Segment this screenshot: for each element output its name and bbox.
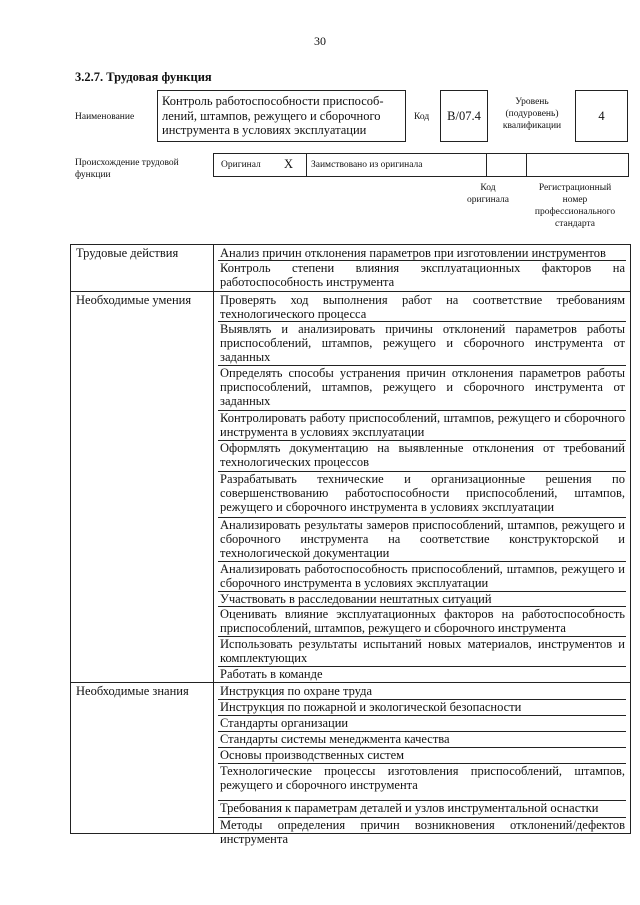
list-item: Анализ причин отклонения параметров при изготовлении инструментов [220,246,606,260]
main-table [70,244,631,846]
list-item: Оценивать влияние эксплуатационных факторов на работоспособность приспособлений, штампов, режущего и сборочного инструмента [220,607,625,635]
list-item: Методы определения причин возникновения отклонений/дефектов инструмента [220,818,625,846]
content-column [218,245,626,846]
list-item: Требования к параметрам деталей и узлов инструментальной оснастки [220,801,599,815]
list-item: Технологические процессы изготовления приспособлений, штампов, режущего и сборочного инструмента [220,764,625,792]
level-label: Уровень (подуровень) квалификации [502,97,562,131]
list-item: Инструкция по пожарной и экологической безопасности [220,700,522,714]
list-item: Проверять ход выполнения работ на соответствие требованиям технологического процесса [220,293,625,321]
list-item: Контроль степени влияния эксплуатационных факторов на работоспособность инструмента [220,261,625,289]
code-label: Код [414,112,430,122]
borrowed-label: Заимствовано из оригинала [311,160,423,170]
name-label: Наименование [75,112,135,122]
list-item: Инструкция по охране труда [220,684,373,698]
list-item: Работать в команде [220,667,323,681]
list-item: Разрабатывать технические и организационные решения по совершенствованию работоспособности приспособлений, штампов, режущего и сборочного инструмента в условиях эксплуатации [220,472,625,514]
list-item: Определять способы устранения причин отклонения параметров работы приспособлений, штампов, режущего и сборочного инструмента от заданных [220,366,625,408]
page-number: 30 [314,34,326,48]
level-value: 4 [575,90,628,142]
list-item: Стандарты системы менеджмента качества [220,732,450,746]
list-item: Использовать результаты испытаний новых материалов, инструментов и комплектующих [220,637,625,665]
section-title-skills: Необходимые умения [76,293,192,307]
list-item: Оформлять документацию на выявленные отклонения от требований технологических процессов [220,441,625,469]
list-item: Выявлять и анализировать причины отклонений параметров работы приспособлений, штампов, режущего и сборочного инструмента от заданных [220,322,625,364]
list-item: Анализировать результаты замеров приспособлений, штампов, режущего и сборочного инструмента на соответствие конструкторской и технологической документации [220,518,625,560]
original-mark: X [284,157,294,171]
code-original-caption: Код оригинала [467,183,509,205]
list-item: Анализировать работоспособность приспособлений, штампов, режущего и сборочного инструмента в условиях эксплуатации [220,562,625,590]
reg-number-caption: Регистрационный номер профессионального стандарта [534,183,616,229]
list-item: Стандарты организации [220,716,349,730]
section-title-knowledge: Необходимые знания [76,684,189,698]
section-title: 3.2.7. Трудовая функция [75,70,212,84]
origin-label: Происхождение трудовой функции [75,158,179,180]
code-value: B/07.4 [440,90,488,142]
original-label: Оригинал [221,160,261,170]
list-item: Участвовать в расследовании нештатных ситуаций [220,592,492,606]
list-item: Контролировать работу приспособлений, штампов, режущего и сборочного инструмента в условиях эксплуатации [220,411,625,439]
section-title-actions: Трудовые действия [76,246,179,260]
name-value: Контроль работоспособности приспособ-лений, штампов, режущего и сборочного инструмента в условиях эксплуатации [157,90,406,142]
list-item: Основы производственных систем [220,748,405,762]
